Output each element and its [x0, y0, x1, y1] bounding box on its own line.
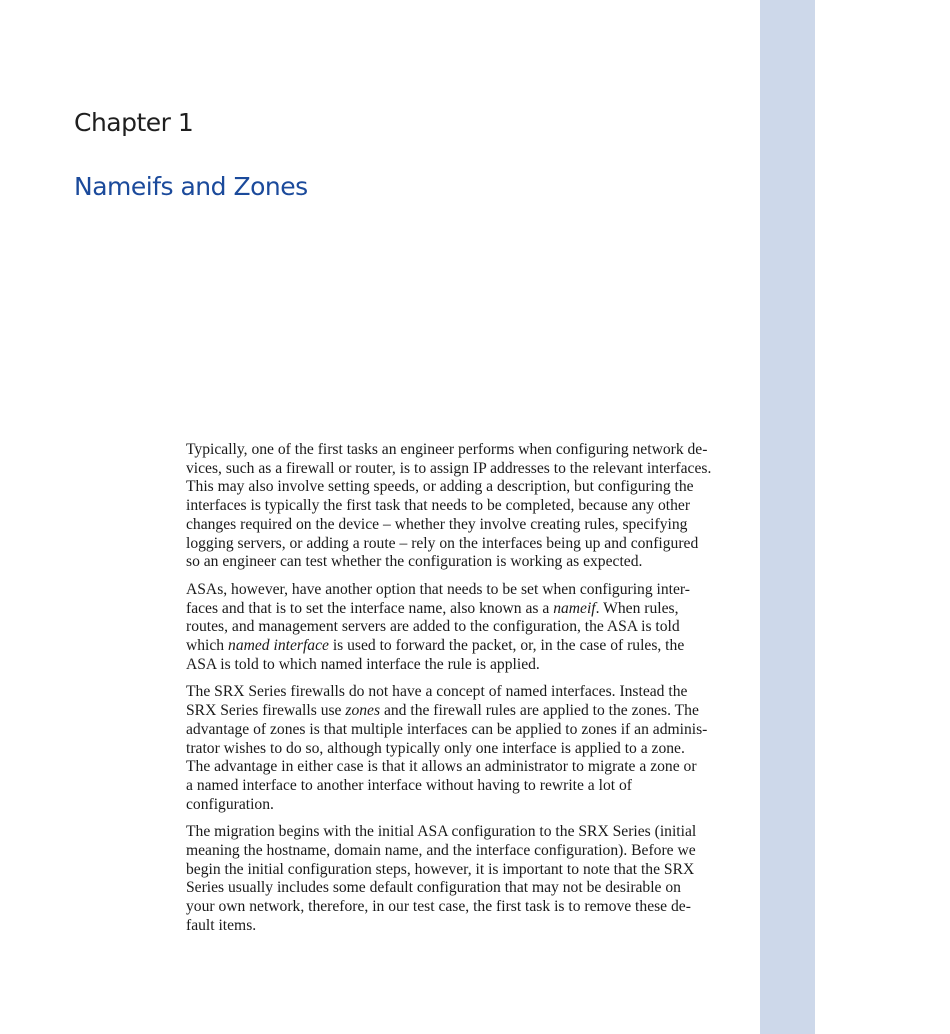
- text-segment: The advantage in either case is that it allows an administrator to migrate a zone or: [186, 758, 697, 776]
- text-segment: ASA is told to which named interface the rule is applied.: [186, 655, 540, 673]
- italic-term: named interface: [228, 637, 329, 655]
- paragraph: [186, 683, 738, 814]
- text-segment: meaning the hostname, domain name, and the interface configuration). Before we: [186, 842, 696, 860]
- text-line: [186, 553, 738, 572]
- text-line: [186, 600, 738, 619]
- text-line: [186, 917, 738, 936]
- text-segment: fault items.: [186, 916, 257, 934]
- text-segment: faces and that is to set the interface name, also known as a: [186, 599, 554, 617]
- text-line: [186, 637, 738, 656]
- text-line: [186, 497, 738, 516]
- side-color-band: [760, 0, 815, 1034]
- text-line: [186, 898, 738, 917]
- text-segment: your own network, therefore, in our test case, the first task is to remove these de-: [186, 898, 691, 916]
- text-segment: This may also involve setting speeds, or adding a description, but configuring the: [186, 478, 694, 496]
- text-line: [186, 441, 738, 460]
- text-segment: which: [186, 637, 229, 655]
- text-segment: . When rules,: [595, 599, 679, 617]
- text-segment: configuration.: [186, 795, 274, 813]
- text-line: [186, 618, 738, 637]
- text-segment: vices, such as a firewall or router, is to assign IP addresses to the relevant interfaces.: [186, 459, 712, 477]
- text-segment: logging servers, or adding a route – rely on the interfaces being up and configured: [186, 534, 699, 552]
- text-segment: Typically, one of the first tasks an engineer performs when configuring network de-: [186, 441, 708, 458]
- text-line: [186, 581, 738, 600]
- paragraph: [186, 581, 738, 675]
- text-segment: advantage of zones is that multiple interfaces can be applied to zones if an adminis-: [186, 720, 708, 738]
- text-segment: SRX Series firewalls use: [186, 702, 346, 720]
- text-line: [186, 478, 738, 497]
- italic-term: nameif: [553, 599, 596, 617]
- text-segment: ASAs, however, have another option that needs to be set when configuring inter-: [186, 580, 690, 598]
- text-segment: routes, and management servers are added to the configuration, the ASA is told: [186, 618, 680, 636]
- text-line: [186, 861, 738, 880]
- text-line: [186, 721, 738, 740]
- text-segment: interfaces is typically the first task that needs to be completed, because any other: [186, 497, 691, 515]
- text-line: [186, 842, 738, 861]
- paragraph: [186, 823, 738, 935]
- text-line: [186, 535, 738, 554]
- text-segment: The SRX Series firewalls do not have a concept of named interfaces. Instead the: [186, 683, 688, 701]
- text-segment: The migration begins with the initial ASA configuration to the SRX Series (initial: [186, 823, 697, 841]
- text-line: [186, 516, 738, 535]
- body-text: [186, 441, 738, 945]
- text-line: [186, 879, 738, 898]
- text-line: [186, 796, 738, 815]
- paragraph: [186, 441, 738, 572]
- text-line: [186, 740, 738, 759]
- text-segment: begin the initial configuration steps, however, it is important to note that the SRX: [186, 860, 695, 878]
- chapter-title: Nameifs and Zones: [74, 172, 308, 201]
- text-segment: so an engineer can test whether the configuration is working as expected.: [186, 553, 643, 571]
- text-line: [186, 683, 738, 702]
- text-line: [186, 656, 738, 675]
- text-line: [186, 777, 738, 796]
- chapter-label: Chapter 1: [74, 108, 194, 137]
- text-line: [186, 460, 738, 479]
- text-segment: changes required on the device – whether they involve creating rules, specifying: [186, 515, 688, 533]
- text-segment: is used to forward the packet, or, in the case of rules, the: [328, 637, 685, 655]
- italic-term: zones: [345, 702, 381, 720]
- text-line: [186, 758, 738, 777]
- text-line: [186, 702, 738, 721]
- text-segment: and the firewall rules are applied to the zones. The: [380, 702, 699, 720]
- text-segment: Series usually includes some default configuration that may not be desirable on: [186, 879, 681, 897]
- text-segment: trator wishes to do so, although typically only one interface is applied to a zone.: [186, 739, 685, 757]
- text-line: [186, 823, 738, 842]
- text-segment: a named interface to another interface without having to rewrite a lot of: [186, 776, 632, 794]
